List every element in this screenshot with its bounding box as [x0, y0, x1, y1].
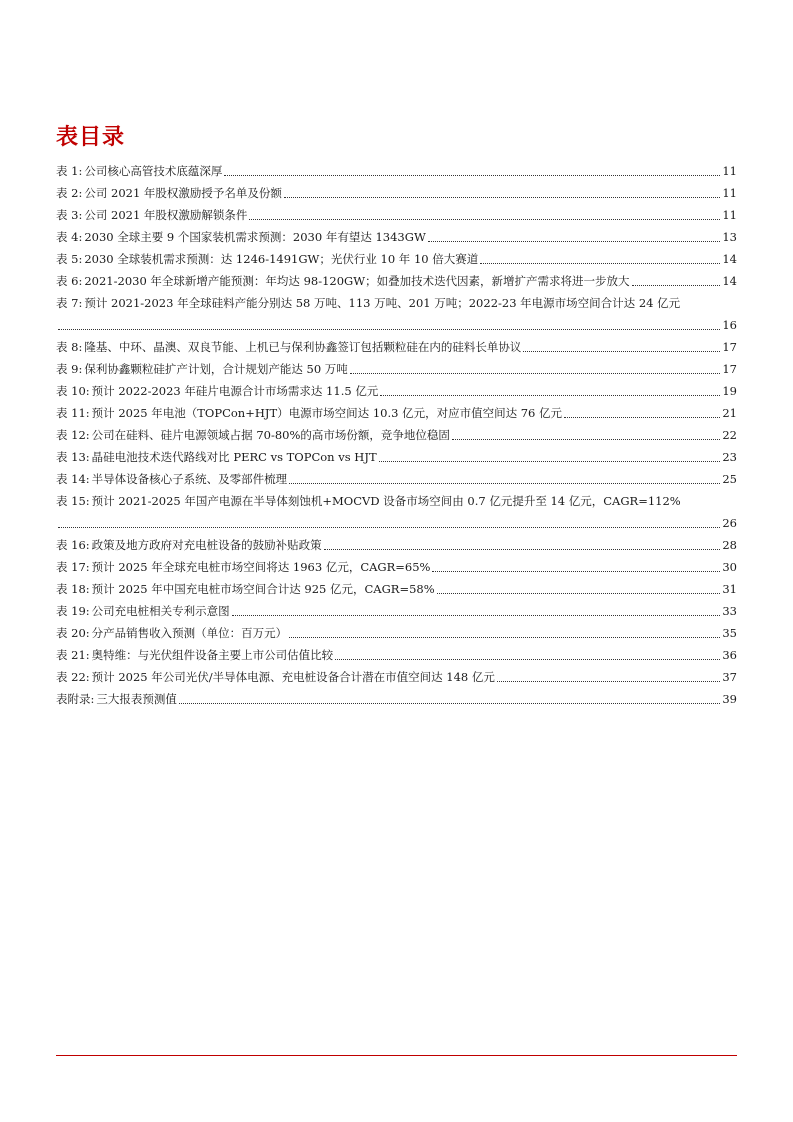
entry-label: 表 6:: [56, 274, 83, 288]
entry-text: 预计 2021-2025 年国产电源在半导体刻蚀机+MOCVD 设备市场空间由 0.7 亿元提升至 14 亿元，CAGR=112%: [91, 494, 681, 508]
entry-label: 表 2:: [56, 186, 83, 200]
toc-entry-14[interactable]: [56, 468, 737, 490]
entry-label: 表 9:: [56, 362, 83, 376]
entry-label: 表 16:: [56, 538, 90, 552]
entry-text: 保利协鑫颗粒硅扩产计划，合计规划产能达 50 万吨: [84, 362, 348, 376]
entry-page: 26: [722, 516, 737, 530]
toc-entry-7[interactable]: [56, 292, 737, 314]
entry-text: 预计 2025 年电池（TOPCon+HJT）电源市场空间达 10.3 亿元，对应市值空间达 76 亿元: [91, 406, 563, 420]
entry-text: 2030 全球装机需求预测：达 1246-1491GW；光伏行业 10 年 10 倍大赛道: [84, 252, 479, 266]
entry-text: 预计 2022-2023 年硅片电源合计市场需求达 11.5 亿元: [91, 384, 379, 398]
leader-dots: [58, 328, 720, 330]
entry-label: 表 7:: [56, 296, 83, 310]
entry-text: 预计 2025 年全球充电桩市场空间将达 1963 亿元，CAGR=65%: [91, 560, 431, 574]
entry-label: 表 8:: [56, 340, 83, 354]
entry-label: 表 13:: [56, 450, 90, 464]
entry-page: 13: [722, 230, 737, 244]
toc-entry-8[interactable]: [56, 336, 737, 358]
entry-label: 表 17:: [56, 560, 90, 574]
entry-page: 39: [722, 692, 737, 706]
entry-text: 公司 2021 年股权激励解锁条件: [84, 208, 248, 222]
entry-text: 公司核心高管技术底蕴深厚: [84, 164, 223, 178]
entry-text: 2021-2030 年全球新增产能预测：年均达 98-120GW；如叠加技术迭代因素，新增扩产需求将进一步放大: [84, 274, 630, 288]
toc-entry-9[interactable]: [56, 358, 737, 380]
entry-text: 奥特维：与光伏组件设备主要上市公司估值比较: [91, 648, 334, 662]
leader-dots: [249, 218, 720, 220]
entry-page: 36: [722, 648, 737, 662]
entry-page: 11: [722, 186, 737, 200]
toc-entry-16[interactable]: [56, 534, 737, 556]
entry-label: 表 12:: [56, 428, 90, 442]
entry-page: 14: [722, 252, 737, 266]
entry-text: 三大报表预测值: [96, 692, 177, 706]
entry-page: 23: [722, 450, 737, 464]
entry-page: 25: [722, 472, 737, 486]
entry-page: 31: [722, 582, 737, 596]
entry-page: 28: [722, 538, 737, 552]
entry-text: 隆基、中环、晶澳、双良节能、上机已与保利协鑫签订包括颗粒硅在内的硅料长单协议: [84, 340, 522, 354]
leader-dots: [350, 372, 721, 374]
entry-label: 表 20:: [56, 626, 90, 640]
toc-entry-6[interactable]: [56, 270, 737, 292]
entry-label: 表 3:: [56, 208, 83, 222]
leader-dots: [224, 174, 720, 176]
entry-page: 11: [722, 164, 737, 178]
entry-text: 2030 全球主要 9 个国家装机需求预测：2030 年有望达 1343GW: [84, 230, 426, 244]
entry-label: 表 1:: [56, 164, 83, 178]
entry-text: 政策及地方政府对充电桩设备的鼓励补贴政策: [91, 538, 322, 552]
leader-dots: [523, 350, 720, 352]
entry-label: 表 15:: [56, 494, 90, 508]
toc-entry-19[interactable]: [56, 600, 737, 622]
entry-text: 公司在硅料、硅片电源领域占据 70-80%的高市场份额，竞争地位稳固: [91, 428, 450, 442]
toc-entry-7-continuation[interactable]: [56, 314, 737, 336]
toc-entry-5[interactable]: [56, 248, 737, 270]
leader-dots: [379, 460, 721, 462]
entry-page: 30: [722, 560, 737, 574]
entry-text: 公司 2021 年股权激励授予名单及份额: [84, 186, 282, 200]
leader-dots: [232, 614, 721, 616]
entry-label: 表附录:: [56, 692, 95, 706]
leader-dots: [497, 680, 720, 682]
entry-text: 晶硅电池技术迭代路线对比 PERC vs TOPCon vs HJT: [91, 450, 377, 464]
entry-page: 22: [722, 428, 737, 442]
entry-text: 公司充电桩相关专利示意图: [91, 604, 230, 618]
leader-dots: [284, 196, 720, 198]
entry-label: 表 4:: [56, 230, 83, 244]
toc-entry-13[interactable]: [56, 446, 737, 468]
entry-page: 21: [722, 406, 737, 420]
toc-entry-15-continuation[interactable]: [56, 512, 737, 534]
leader-dots: [289, 482, 720, 484]
entry-label: 表 10:: [56, 384, 90, 398]
leader-dots: [58, 526, 720, 528]
toc-entry-20[interactable]: [56, 622, 737, 644]
leader-dots: [324, 548, 721, 550]
leader-dots: [432, 570, 720, 572]
entry-page: 35: [722, 626, 737, 640]
page-title: 表目录: [56, 125, 126, 150]
toc-entry-4[interactable]: [56, 226, 737, 248]
toc-entry-22[interactable]: [56, 666, 737, 688]
toc-entry-12[interactable]: [56, 424, 737, 446]
toc-entry-18[interactable]: [56, 578, 737, 600]
leader-dots: [452, 438, 720, 440]
toc-entry-3[interactable]: [56, 204, 737, 226]
entry-text: 分产品销售收入预测（单位：百万元）: [91, 626, 288, 640]
toc-entry-15[interactable]: [56, 490, 737, 512]
footer-divider: [56, 1055, 737, 1056]
entry-page: 19: [722, 384, 737, 398]
entry-label: 表 22:: [56, 670, 90, 684]
leader-dots: [437, 592, 721, 594]
leader-dots: [179, 702, 720, 704]
toc-entry-1[interactable]: [56, 160, 737, 182]
entry-page: 33: [722, 604, 737, 618]
entry-page: 37: [722, 670, 737, 684]
entry-page: 17: [722, 362, 737, 376]
entry-label: 表 19:: [56, 604, 90, 618]
leader-dots: [564, 416, 720, 418]
toc-entry-21[interactable]: [56, 644, 737, 666]
entry-text: 半导体设备核心子系统、及零部件梳理: [91, 472, 288, 486]
entry-label: 表 5:: [56, 252, 83, 266]
leader-dots: [632, 284, 721, 286]
toc-entry-10[interactable]: [56, 380, 737, 402]
table-of-tables: [56, 160, 737, 710]
entry-text: 预计 2025 年中国充电桩市场空间合计达 925 亿元，CAGR=58%: [91, 582, 435, 596]
toc-entry-2[interactable]: [56, 182, 737, 204]
toc-entry-17[interactable]: [56, 556, 737, 578]
entry-label: 表 18:: [56, 582, 90, 596]
entry-page: 11: [722, 208, 737, 222]
leader-dots: [428, 240, 721, 242]
entry-page: 14: [722, 274, 737, 288]
toc-entry-appendix[interactable]: [56, 688, 737, 710]
leader-dots: [380, 394, 720, 396]
leader-dots: [480, 262, 720, 264]
entry-text: 预计 2025 年公司光伏/半导体电源、充电桩设备合计潜在市值空间达 148 亿元: [91, 670, 495, 684]
entry-label: 表 14:: [56, 472, 90, 486]
entry-page: 16: [722, 318, 737, 332]
leader-dots: [335, 658, 720, 660]
toc-entry-11[interactable]: [56, 402, 737, 424]
entry-label: 表 21:: [56, 648, 90, 662]
entry-page: 17: [722, 340, 737, 354]
entry-text: 预计 2021-2023 年全球硅料产能分别达 58 万吨、113 万吨、201 万吨；2022-23 年电源市场空间合计达 24 亿元: [84, 296, 681, 310]
entry-label: 表 11:: [56, 406, 90, 420]
leader-dots: [289, 636, 720, 638]
